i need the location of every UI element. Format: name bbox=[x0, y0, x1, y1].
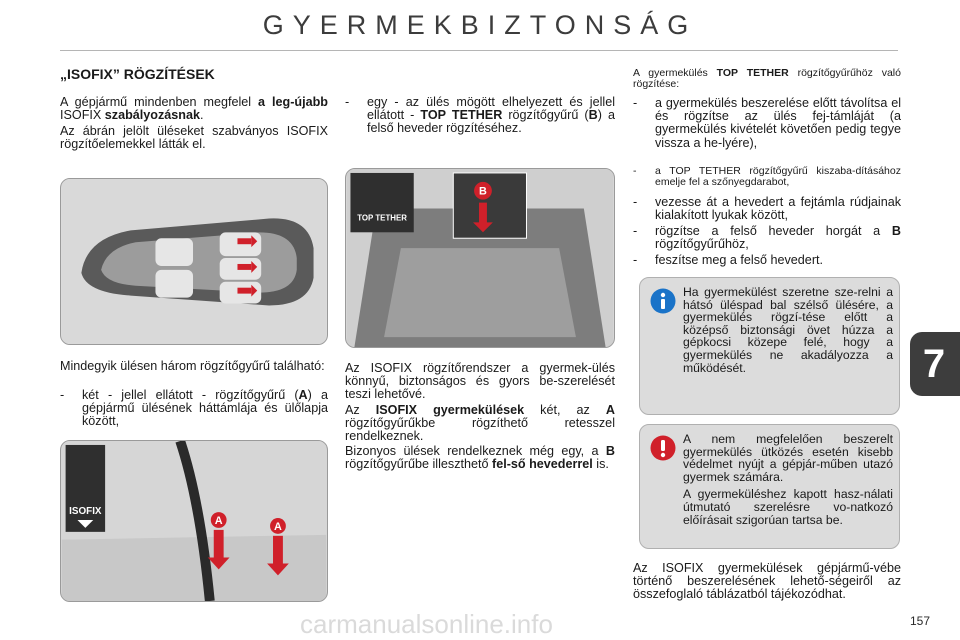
top-tether-intro: A gyermekülés TOP TETHER rögzítőgyűrűhöz való rögzítése: bbox=[633, 67, 901, 90]
car-top-view-illustration bbox=[61, 179, 327, 344]
isofix-system-paragraph: Az ISOFIX rögzítőrendszer a gyermek-ülés könnyű, biztonságos és gyors be-szerelését teszi lehetővé. bbox=[345, 361, 615, 402]
isofix-seats-latch-paragraph: Az ISOFIX gyermekülések két, az A rögzítőgyűrűkbe rögzíthető retesszel rendelkeznek. bbox=[345, 403, 615, 444]
list-item: - a TOP TETHER rögzítőgyűrű kiszaba-dításához emelje fel a szőnyegdarabot, bbox=[633, 165, 901, 188]
info-note-text: Ha gyermekülést szeretne sze-relni a hátsó üléspad bal szélső ülésére, a gyermekülés rögzí-tése előtt a középső biztonsági övet húzza a gépkocsi közepe felé, hogy a gyermekülés ne akadályozza a működését. bbox=[683, 285, 893, 375]
rings-paragraph: Mindegyik ülésen három rögzítőgyűrű található: bbox=[60, 359, 325, 373]
info-note-box bbox=[639, 277, 900, 415]
list-item: - vezesse át a hevedert a fejtámla rúdjainak kialakított lyukak között, bbox=[633, 195, 901, 223]
page-title: GYERMEKBIZTONSÁG bbox=[262, 10, 698, 40]
chapter-tab[interactable]: 7 bbox=[910, 332, 960, 396]
list-item: - rögzítse a felső heveder horgát a B rögzítőgyűrűhöz, bbox=[633, 224, 901, 252]
warning-note-text: A nem megfelelően beszerelt gyermekülés ütközés esetén kisebb védelmet nyújt a gépjár-műben utazó gyermek számára. A gyermeküléshez kapott hasz-nálati útmutató szerelésre vo-natkozó előírásait szigorúan tartsa be. bbox=[683, 432, 893, 527]
section-heading: „ISOFIX” RÖGZÍTÉSEK bbox=[60, 66, 215, 82]
top-tether-label: TOP TETHER bbox=[357, 213, 407, 223]
isofix-label: ISOFIX bbox=[69, 506, 102, 518]
isofix-seat-image bbox=[60, 440, 328, 602]
upper-strap-paragraph: Bizonyos ülések rendelkeznek még egy, a B rögzítőgyűrűbe illeszthető fel-ső hevederrel is. bbox=[345, 444, 615, 472]
isofix-seats-paragraph: Az ábrán jelölt üléseket szabványos ISOFIX rögzítőelemekkel látták el. bbox=[60, 124, 328, 152]
marker-b: B bbox=[479, 185, 487, 198]
isofix-seat-illustration bbox=[61, 441, 327, 601]
title-divider bbox=[60, 50, 898, 51]
list-item: - egy - az ülés mögött elhelyezett és jellel ellátott - TOP TETHER rögzítőgyűrű (B) a felső heveder rögzítéséhez. bbox=[345, 95, 615, 136]
car-top-view-image bbox=[60, 178, 328, 345]
info-icon bbox=[650, 288, 676, 314]
warning-note-box bbox=[639, 424, 900, 549]
marker-a-left: A bbox=[214, 514, 223, 527]
trunk-top-tether-image bbox=[345, 168, 615, 348]
page-number: 157 bbox=[910, 614, 931, 628]
watermark: carmanualsonline.info bbox=[300, 609, 553, 639]
trunk-illustration bbox=[346, 169, 614, 347]
intro-paragraph: A gépjármű mindenben megfelel a leg-újabb ISOFIX szabályozásnak. bbox=[60, 95, 328, 123]
list-item: - a gyermekülés beszerelése előtt távolítsa el és rögzítse az ülés fej-támláját (a gyermekülés kivételét követően pedig tegye vissza a he-lyére), bbox=[633, 96, 901, 150]
summary-table-paragraph: Az ISOFIX gyermekülések gépjármű-vébe történő beszerelésének lehető-ségeiről az összefoglaló táblázatból tájékozódhat. bbox=[633, 561, 901, 602]
list-item: - két - jellel ellátott - rögzítőgyűrű (A) a gépjármű ülésének háttámlája és ülőlapja között, bbox=[60, 388, 328, 429]
exclamation-icon bbox=[650, 435, 676, 461]
list-item: - feszítse meg a felső hevedert. bbox=[633, 253, 824, 267]
marker-a-right: A bbox=[274, 520, 282, 533]
